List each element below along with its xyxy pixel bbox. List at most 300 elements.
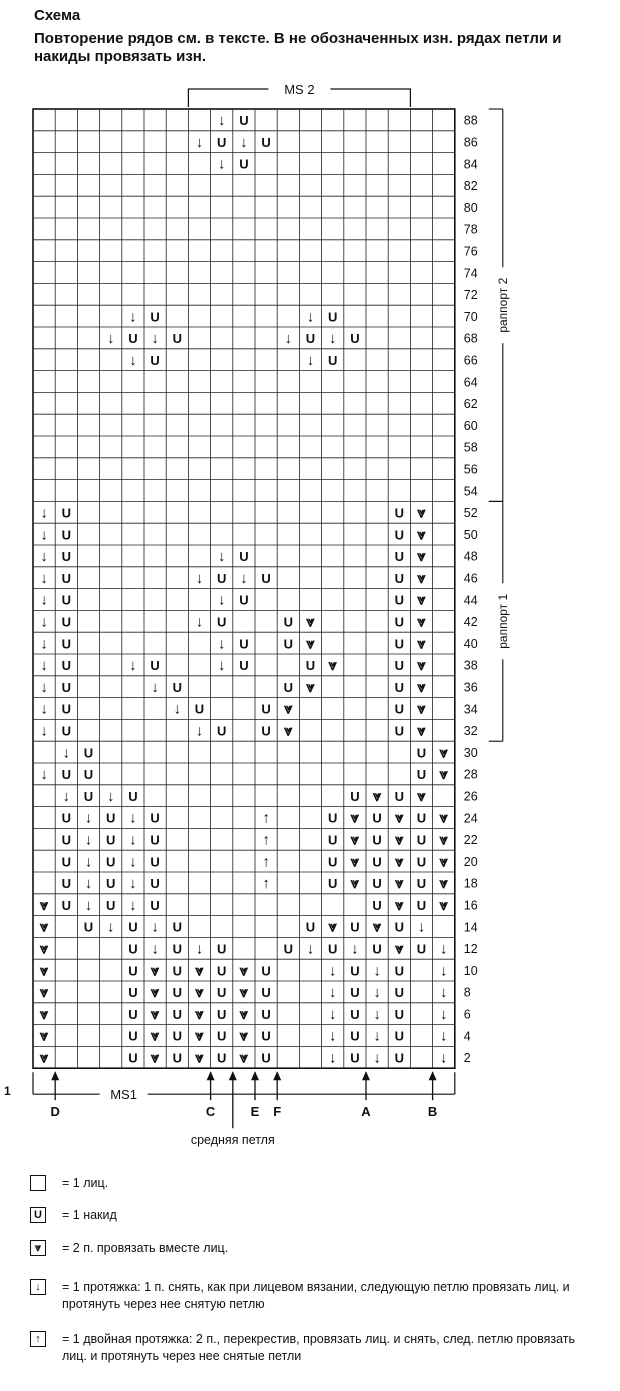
down-arrow-icon: ↓ bbox=[129, 896, 137, 914]
down-arrow-icon: ↓ bbox=[40, 504, 48, 522]
legend-text: = 1 двойная протяжка: 2 п., перекрестив, провязать лиц. и снять, след. петлю провязать лиц. и протянуть через нее снятые петли bbox=[62, 1332, 576, 1363]
row-label: 68 bbox=[463, 331, 478, 346]
yarnover-symbol: U bbox=[128, 788, 138, 804]
yarnover-symbol: U bbox=[61, 876, 71, 892]
yarnover-symbol: U bbox=[61, 767, 71, 783]
row-label: 20 bbox=[463, 854, 478, 869]
k2tog-symbol: ⩔ bbox=[439, 896, 448, 914]
legend-text: = 1 накид bbox=[62, 1208, 117, 1222]
page-title: Схема bbox=[34, 7, 81, 24]
yarnover-symbol: U bbox=[217, 570, 227, 586]
yarnover-symbol: U bbox=[372, 832, 382, 848]
down-arrow-icon: ↓ bbox=[439, 940, 448, 958]
yarnover-symbol: U bbox=[394, 701, 404, 717]
row-label: 34 bbox=[463, 702, 478, 717]
yarnover-symbol: U bbox=[394, 570, 404, 586]
k2tog-symbol: ⩔ bbox=[417, 613, 426, 631]
down-arrow-icon: ↓ bbox=[40, 678, 48, 696]
down-arrow-icon: ↓ bbox=[217, 155, 226, 173]
yarnover-symbol: U bbox=[350, 919, 360, 935]
yarnover-symbol: U bbox=[416, 832, 427, 848]
yarnover-symbol: U bbox=[217, 1028, 227, 1044]
yarnover-symbol: U bbox=[283, 679, 293, 695]
k2tog-symbol: ⩔ bbox=[395, 940, 404, 958]
row-label: 70 bbox=[463, 309, 478, 324]
down-arrow-icon: ↓ bbox=[217, 635, 226, 653]
yarnover-symbol: U bbox=[217, 723, 227, 739]
row-label: 64 bbox=[463, 375, 478, 390]
yarnover-symbol: U bbox=[150, 810, 160, 826]
k2tog-symbol: ⩔ bbox=[239, 962, 249, 980]
yarnover-symbol: U bbox=[394, 963, 404, 979]
row-label: 76 bbox=[463, 244, 478, 259]
down-arrow-icon: ↓ bbox=[195, 569, 204, 587]
down-arrow-icon: ↓ bbox=[129, 308, 137, 326]
yarnover-symbol: U bbox=[261, 1050, 271, 1066]
bottom-arrow-head bbox=[51, 1071, 59, 1080]
k2tog-symbol: ⩔ bbox=[284, 722, 293, 740]
row-label: 58 bbox=[463, 440, 478, 455]
down-arrow-icon: ↓ bbox=[328, 1005, 337, 1023]
legend-text: = 1 протяжка: 1 п. снять, как при лицевом вязании, следующую петлю провязать лиц. и протянуть через нее снятую петлю bbox=[62, 1280, 570, 1311]
down-arrow-icon: ↓ bbox=[40, 722, 48, 740]
yarnover-symbol: U bbox=[283, 614, 293, 630]
down-arrow-icon: ↓ bbox=[351, 940, 359, 958]
row-label: 84 bbox=[463, 157, 478, 172]
position-letter-E: E bbox=[250, 1104, 260, 1120]
yarnover-symbol: U bbox=[106, 897, 116, 913]
bottom-arrow-head bbox=[251, 1071, 259, 1080]
k2tog-symbol: ⩔ bbox=[350, 875, 360, 893]
yarnover-symbol: U bbox=[328, 309, 338, 325]
yarnover-symbol: U bbox=[61, 505, 71, 521]
down-arrow-icon: ↓ bbox=[373, 962, 381, 980]
down-arrow-icon: ↓ bbox=[106, 787, 115, 805]
yarnover-symbol: U bbox=[239, 156, 249, 172]
row-label: 10 bbox=[463, 963, 478, 978]
yarnover-symbol: U bbox=[61, 723, 71, 739]
down-arrow-icon: ↓ bbox=[173, 700, 182, 718]
yarnover-symbol: U bbox=[328, 876, 338, 892]
yarnover-symbol: U bbox=[128, 919, 138, 935]
row-label: 24 bbox=[463, 811, 478, 826]
k2tog-symbol: ⩔ bbox=[417, 787, 426, 805]
yarnover-symbol: U bbox=[106, 810, 116, 826]
k2tog-symbol: ⩔ bbox=[306, 678, 315, 696]
k2tog-symbol: ⩔ bbox=[39, 896, 49, 914]
yarnover-symbol: U bbox=[172, 1006, 182, 1022]
k2tog-symbol: ⩔ bbox=[439, 875, 448, 893]
k2tog-symbol: ⩔ bbox=[39, 1049, 49, 1067]
down-arrow-icon: ↓ bbox=[217, 548, 226, 566]
k2tog-symbol: ⩔ bbox=[417, 591, 426, 609]
yarnover-symbol: U bbox=[172, 985, 182, 1001]
yarnover-symbol: U bbox=[261, 570, 271, 586]
down-arrow-icon: ↓ bbox=[62, 787, 71, 805]
bottom-arrow-head bbox=[273, 1071, 281, 1080]
yarnover-symbol: U bbox=[394, 614, 404, 630]
row-label: 30 bbox=[463, 745, 478, 760]
position-letter-C: C bbox=[205, 1104, 216, 1120]
k2tog-symbol: ⩔ bbox=[350, 853, 360, 871]
row-label: 28 bbox=[463, 767, 478, 782]
down-arrow-icon: ↓ bbox=[439, 1005, 448, 1023]
k2tog-symbol: ⩔ bbox=[150, 962, 160, 980]
k2tog-symbol: ⩔ bbox=[195, 1005, 204, 1023]
yarnover-symbol: U bbox=[239, 113, 249, 129]
yarnover-symbol: U bbox=[128, 963, 138, 979]
yarnover-symbol: U bbox=[394, 549, 404, 565]
k2tog-symbol: ⩔ bbox=[195, 1027, 204, 1045]
yarnover-symbol: U bbox=[261, 134, 271, 150]
yarnover-symbol: U bbox=[261, 985, 271, 1001]
down-arrow-icon: ↓ bbox=[439, 962, 448, 980]
down-arrow-icon: ↓ bbox=[106, 918, 115, 936]
legend-symbol-yarnover: U bbox=[30, 1207, 46, 1223]
up-arrow-icon: ↑ bbox=[262, 853, 270, 871]
k2tog-symbol: ⩔ bbox=[195, 984, 204, 1002]
yarnover-symbol: U bbox=[83, 767, 94, 783]
down-arrow-icon: ↓ bbox=[40, 526, 48, 544]
ms1-label: MS1 bbox=[110, 1087, 137, 1103]
yarnover-symbol: U bbox=[61, 549, 71, 565]
yarnover-symbol: U bbox=[150, 897, 160, 913]
yarnover-symbol: U bbox=[305, 919, 316, 935]
middle-stitch-label: средняя петля bbox=[190, 1133, 275, 1148]
row-label: 16 bbox=[463, 898, 478, 913]
position-letter-F: F bbox=[273, 1104, 282, 1120]
yarnover-symbol: U bbox=[217, 985, 227, 1001]
down-arrow-icon: ↓ bbox=[284, 330, 293, 348]
k2tog-symbol: ⩔ bbox=[439, 744, 448, 762]
row-label: 72 bbox=[463, 288, 478, 303]
yarnover-symbol: U bbox=[328, 352, 338, 368]
k2tog-symbol: ⩔ bbox=[395, 875, 404, 893]
k2tog-symbol: ⩔ bbox=[39, 1005, 49, 1023]
down-arrow-icon: ↓ bbox=[306, 940, 315, 958]
k2tog-symbol: ⩔ bbox=[372, 918, 382, 936]
bottom-arrow-head bbox=[229, 1071, 237, 1080]
yarnover-symbol: U bbox=[394, 788, 404, 804]
row-label: 42 bbox=[463, 615, 478, 630]
down-arrow-icon: ↓ bbox=[306, 351, 315, 369]
ms2-bracket bbox=[188, 89, 268, 107]
k2tog-symbol: ⩔ bbox=[350, 831, 360, 849]
bottom-arrow-head bbox=[362, 1071, 370, 1080]
yarnover-symbol: U bbox=[350, 331, 360, 347]
down-arrow-icon: ↓ bbox=[129, 831, 137, 849]
down-arrow-icon: ↓ bbox=[328, 1027, 337, 1045]
yarnover-symbol: U bbox=[217, 614, 227, 630]
k2tog-symbol: ⩔ bbox=[417, 526, 426, 544]
k2tog-symbol: ⩔ bbox=[150, 1005, 160, 1023]
row-label: 86 bbox=[463, 135, 478, 150]
k2tog-symbol: ⩔ bbox=[417, 635, 426, 653]
down-arrow-icon: ↓ bbox=[195, 940, 204, 958]
yarnover-symbol: U bbox=[261, 963, 271, 979]
down-arrow-icon: ↓ bbox=[195, 722, 204, 740]
down-arrow-icon: ↓ bbox=[240, 569, 248, 587]
yarnover-symbol: U bbox=[416, 897, 427, 913]
down-arrow-icon: ↓ bbox=[40, 569, 48, 587]
down-arrow-icon: ↓ bbox=[40, 613, 48, 631]
position-letter-A: A bbox=[361, 1104, 371, 1120]
down-arrow-icon: ↓ bbox=[40, 591, 48, 609]
yarnover-symbol: U bbox=[61, 679, 71, 695]
k2tog-symbol: ⩔ bbox=[417, 504, 426, 522]
yarnover-symbol: U bbox=[61, 701, 71, 717]
row-label: 22 bbox=[463, 833, 478, 848]
yarnover-symbol: U bbox=[394, 723, 404, 739]
yarnover-symbol: U bbox=[61, 570, 71, 586]
down-arrow-icon: ↓ bbox=[151, 940, 159, 958]
yarnover-symbol: U bbox=[172, 919, 182, 935]
yarnover-symbol: U bbox=[305, 658, 316, 674]
yarnover-symbol: U bbox=[61, 636, 71, 652]
yarnover-symbol: U bbox=[128, 1050, 138, 1066]
row-label: 48 bbox=[463, 549, 478, 564]
yarnover-symbol: U bbox=[416, 810, 427, 826]
down-arrow-icon: ↓ bbox=[84, 896, 93, 914]
down-arrow-icon: ↓ bbox=[151, 918, 159, 936]
bottom-arrow-head bbox=[429, 1071, 437, 1080]
bottom-arrow-head bbox=[207, 1071, 215, 1080]
row-label: 26 bbox=[463, 789, 478, 804]
position-letter-B: B bbox=[427, 1104, 438, 1120]
yarnover-symbol: U bbox=[194, 701, 205, 717]
row-label: 12 bbox=[463, 942, 478, 957]
down-arrow-icon: ↓ bbox=[217, 112, 226, 130]
down-arrow-icon: ↓ bbox=[439, 984, 448, 1002]
yarnover-symbol: U bbox=[416, 767, 427, 783]
yarnover-symbol: U bbox=[416, 941, 427, 957]
yarnover-symbol: U bbox=[328, 832, 338, 848]
k2tog-symbol: ⩔ bbox=[328, 657, 337, 675]
k2tog-symbol: ⩔ bbox=[195, 962, 204, 980]
down-arrow-icon: ↓ bbox=[240, 133, 248, 151]
yarnover-symbol: U bbox=[394, 658, 404, 674]
yarnover-symbol: U bbox=[372, 810, 382, 826]
k2tog-symbol: ⩔ bbox=[372, 787, 382, 805]
k2tog-symbol: ⩔ bbox=[39, 962, 49, 980]
yarnover-symbol: U bbox=[261, 723, 271, 739]
yarnover-symbol: U bbox=[61, 658, 71, 674]
down-arrow-icon: ↓ bbox=[439, 1027, 448, 1045]
row-label: 52 bbox=[463, 506, 478, 521]
yarnover-symbol: U bbox=[150, 854, 160, 870]
up-arrow-icon: ↑ bbox=[262, 809, 270, 827]
k2tog-symbol: ⩔ bbox=[417, 548, 426, 566]
yarnover-symbol: U bbox=[350, 788, 360, 804]
yarnover-symbol: U bbox=[239, 658, 249, 674]
down-arrow-icon: ↓ bbox=[84, 809, 93, 827]
yarnover-symbol: U bbox=[172, 1050, 182, 1066]
repeat-1-label: раппорт 1 bbox=[495, 593, 510, 649]
yarnover-symbol: U bbox=[394, 505, 404, 521]
k2tog-symbol: ⩔ bbox=[150, 1027, 160, 1045]
yarnover-symbol: U bbox=[172, 1028, 182, 1044]
k2tog-symbol: ⩔ bbox=[417, 657, 426, 675]
row-label: 56 bbox=[463, 462, 478, 477]
down-arrow-icon: ↓ bbox=[106, 330, 115, 348]
repeat-2-label: раппорт 2 bbox=[495, 277, 510, 333]
row-label: 18 bbox=[463, 876, 478, 891]
row-label: 62 bbox=[463, 397, 478, 412]
down-arrow-icon: ↓ bbox=[439, 1049, 448, 1067]
row-label: 80 bbox=[463, 200, 478, 215]
yarnover-symbol: U bbox=[350, 1050, 360, 1066]
k2tog-symbol: ⩔ bbox=[328, 918, 337, 936]
yarnover-symbol: U bbox=[350, 985, 360, 1001]
k2tog-symbol: ⩔ bbox=[239, 984, 249, 1002]
yarnover-symbol: U bbox=[261, 1028, 271, 1044]
page-subtitle: Повторение рядов см. в тексте. В не обозначенных изн. рядах петли и накиды провязать изн. bbox=[34, 30, 562, 65]
row-label: 82 bbox=[463, 179, 478, 194]
row-label: 14 bbox=[463, 920, 478, 935]
yarnover-symbol: U bbox=[217, 1050, 227, 1066]
down-arrow-icon: ↓ bbox=[129, 351, 137, 369]
down-arrow-icon: ↓ bbox=[373, 1005, 381, 1023]
down-arrow-icon: ↓ bbox=[217, 657, 226, 675]
yarnover-symbol: U bbox=[172, 941, 182, 957]
k2tog-symbol: ⩔ bbox=[284, 700, 293, 718]
down-arrow-icon: ↓ bbox=[40, 635, 48, 653]
yarnover-symbol: U bbox=[372, 897, 382, 913]
yarnover-symbol: U bbox=[239, 592, 249, 608]
yarnover-symbol: U bbox=[328, 854, 338, 870]
yarnover-symbol: U bbox=[150, 309, 160, 325]
yarnover-symbol: U bbox=[128, 941, 138, 957]
k2tog-symbol: ⩔ bbox=[306, 635, 315, 653]
down-arrow-icon: ↓ bbox=[151, 330, 159, 348]
yarnover-symbol: U bbox=[372, 941, 382, 957]
down-arrow-icon: ↓ bbox=[62, 744, 71, 762]
up-arrow-icon: ↑ bbox=[262, 831, 270, 849]
yarnover-symbol: U bbox=[128, 985, 138, 1001]
yarnover-symbol: U bbox=[83, 745, 94, 761]
yarnover-symbol: U bbox=[416, 876, 427, 892]
down-arrow-icon: ↓ bbox=[40, 766, 48, 784]
yarnover-symbol: U bbox=[172, 963, 182, 979]
row-label: 78 bbox=[463, 222, 478, 237]
row-label: 46 bbox=[463, 571, 478, 586]
k2tog-symbol: ⩔ bbox=[395, 853, 404, 871]
row-label: 44 bbox=[463, 593, 478, 608]
k2tog-symbol: ⩔ bbox=[239, 1005, 249, 1023]
k2tog-symbol: ⩔ bbox=[150, 1049, 160, 1067]
down-arrow-icon: ↓ bbox=[84, 875, 93, 893]
yarnover-symbol: U bbox=[217, 941, 227, 957]
yarnover-symbol: U bbox=[61, 810, 71, 826]
down-arrow-icon: ↓ bbox=[40, 657, 48, 675]
k2tog-symbol: ⩔ bbox=[39, 984, 49, 1002]
legend-symbol-k2tog: ⩔ bbox=[30, 1240, 46, 1256]
yarnover-symbol: U bbox=[372, 876, 382, 892]
yarnover-symbol: U bbox=[283, 636, 293, 652]
k2tog-symbol: ⩔ bbox=[39, 940, 49, 958]
yarnover-symbol: U bbox=[83, 919, 94, 935]
row-label: 54 bbox=[463, 484, 478, 499]
yarnover-symbol: U bbox=[394, 1006, 404, 1022]
down-arrow-icon: ↓ bbox=[84, 831, 93, 849]
yarnover-symbol: U bbox=[239, 549, 249, 565]
row-label: 66 bbox=[463, 353, 478, 368]
down-arrow-icon: ↓ bbox=[84, 853, 93, 871]
legend-symbol-blank bbox=[30, 1175, 46, 1191]
down-arrow-icon: ↓ bbox=[306, 308, 315, 326]
row-label: 38 bbox=[463, 658, 478, 673]
yarnover-symbol: U bbox=[61, 854, 71, 870]
row-label: 88 bbox=[463, 113, 478, 128]
down-arrow-icon: ↓ bbox=[217, 591, 226, 609]
yarnover-symbol: U bbox=[350, 1028, 360, 1044]
yarnover-symbol: U bbox=[128, 1006, 138, 1022]
down-arrow-icon: ↓ bbox=[328, 1049, 337, 1067]
yarnover-symbol: U bbox=[61, 897, 71, 913]
k2tog-symbol: ⩔ bbox=[150, 984, 160, 1002]
k2tog-symbol: ⩔ bbox=[439, 831, 448, 849]
yarnover-symbol: U bbox=[150, 832, 160, 848]
down-arrow-icon: ↓ bbox=[40, 700, 48, 718]
yarnover-symbol: U bbox=[394, 1028, 404, 1044]
down-arrow-icon: ↓ bbox=[129, 809, 137, 827]
yarnover-symbol: U bbox=[239, 636, 249, 652]
yarnover-symbol: U bbox=[394, 919, 404, 935]
yarnover-symbol: U bbox=[416, 854, 427, 870]
yarnover-symbol: U bbox=[217, 134, 227, 150]
yarnover-symbol: U bbox=[416, 745, 427, 761]
row-label: 60 bbox=[463, 418, 478, 433]
yarnover-symbol: U bbox=[372, 854, 382, 870]
yarnover-symbol: U bbox=[328, 941, 338, 957]
yarnover-symbol: U bbox=[350, 1006, 360, 1022]
yarnover-symbol: U bbox=[350, 963, 360, 979]
k2tog-symbol: ⩔ bbox=[395, 896, 404, 914]
yarnover-symbol: U bbox=[61, 592, 71, 608]
yarnover-symbol: U bbox=[305, 331, 316, 347]
row-label: 32 bbox=[463, 724, 478, 739]
k2tog-symbol: ⩔ bbox=[239, 1027, 249, 1045]
down-arrow-icon: ↓ bbox=[328, 330, 337, 348]
k2tog-symbol: ⩔ bbox=[417, 722, 426, 740]
yarnover-symbol: U bbox=[150, 352, 160, 368]
k2tog-symbol: ⩔ bbox=[417, 678, 426, 696]
yarnover-symbol: U bbox=[394, 527, 404, 543]
k2tog-symbol: ⩔ bbox=[195, 1049, 204, 1067]
down-arrow-icon: ↓ bbox=[151, 678, 159, 696]
yarnover-symbol: U bbox=[106, 854, 116, 870]
down-arrow-icon: ↓ bbox=[129, 853, 137, 871]
yarnover-symbol: U bbox=[150, 658, 160, 674]
yarnover-symbol: U bbox=[394, 679, 404, 695]
k2tog-symbol: ⩔ bbox=[350, 809, 360, 827]
down-arrow-icon: ↓ bbox=[373, 1049, 381, 1067]
down-arrow-icon: ↓ bbox=[373, 984, 381, 1002]
down-arrow-icon: ↓ bbox=[328, 984, 337, 1002]
ms2-bracket bbox=[330, 89, 410, 107]
position-letter-D: D bbox=[50, 1104, 60, 1120]
yarnover-symbol: U bbox=[394, 592, 404, 608]
yarnover-symbol: U bbox=[261, 701, 271, 717]
legend-symbol-up-arrow: ↑ bbox=[30, 1331, 46, 1347]
row-label: 40 bbox=[463, 636, 478, 651]
k2tog-symbol: ⩔ bbox=[439, 853, 448, 871]
k2tog-symbol: ⩔ bbox=[417, 569, 426, 587]
down-arrow-icon: ↓ bbox=[417, 918, 426, 936]
down-arrow-icon: ↓ bbox=[40, 548, 48, 566]
yarnover-symbol: U bbox=[394, 985, 404, 1001]
yarnover-symbol: U bbox=[261, 1006, 271, 1022]
